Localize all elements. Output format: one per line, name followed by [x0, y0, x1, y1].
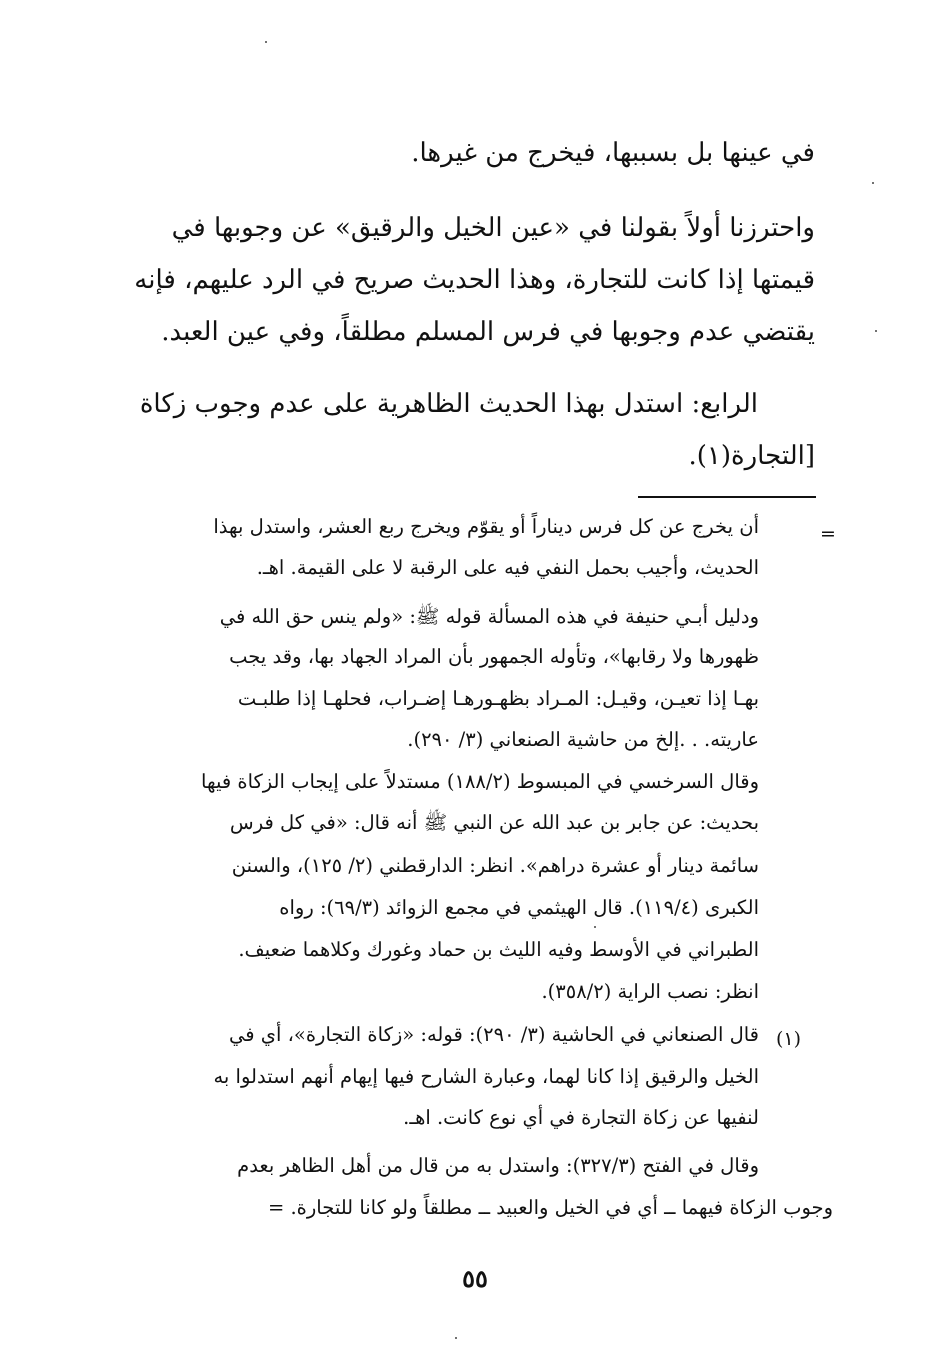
footnote-line: أن يخرج عن كل فرس ديناراً أو يقوّم ويخرج ربع العشر، واستدل بهذا — [213, 515, 759, 538]
main-text-line: يقتضي عدم وجوبها في فرس المسلم مطلقاً، وفي عين العبد. — [161, 317, 815, 347]
main-text-line: الرابع: استدل بهذا الحديث الظاهرية على عدم وجوب زكاة — [139, 389, 758, 419]
scan-speck — [594, 926, 596, 928]
footnote-1-line: الخيل والرقيق إذا كانا لهما، وعبارة الشارح فيها إيهام أنهم استدلوا به — [213, 1065, 759, 1088]
main-text-line: قيمتها إذا كانت للتجارة، وهذا الحديث صريح في الرد عليهم، فإنه — [134, 265, 815, 295]
footnote-line: الحديث، وأجيب بحمل النفي فيه على الرقبة لا على القيمة. اهـ. — [256, 556, 759, 579]
footnote-1-line: لنفيها عن زكاة التجارة في أي نوع كانت. اهـ. — [403, 1106, 759, 1129]
footnote-continuation-marker: = — [820, 523, 836, 545]
footnote-1-line: وجوب الزكاة فيهما ــ أي في الخيل والعبيد ــ مطلقاً ولو كانا للتجارة. = — [267, 1196, 833, 1219]
footnote-line: عاريته. . .إلخ من حاشية الصنعاني (٣/ ٢٩٠). — [407, 728, 759, 751]
main-text-line: [التجارة(١). — [688, 441, 815, 471]
footnote-line: بهـا إذا تعيـن، وقيـل: المـراد بظهـورهـا إضـراب، فحلهـا إذا طلبـت — [237, 687, 759, 710]
footnote-number-1: (١) — [776, 1028, 802, 1050]
page-number: ٥٥ — [462, 1264, 488, 1293]
footnote-line: ودليل أبـي حنيفة في هذه المسألة قوله ﷺ: «ولم ينس حق الله في — [219, 605, 759, 628]
footnote-line: ظهورها ولا رقابها»، وتأوله الجمهور بأن المراد الجهاد بها، وقد يجب — [229, 645, 759, 668]
footnote-1-line: وقال في الفتح (٣٢٧/٣): واستدل به من قال من أهل الظاهر بعدم — [237, 1154, 759, 1177]
scan-speck — [455, 1337, 457, 1339]
footnote-line: الكبرى (١١٩/٤). قال الهيثمي في مجمع الزوائد (٦٩/٣): رواه — [279, 896, 759, 919]
scan-speck — [265, 41, 267, 43]
footnote-line: سائمة دينار أو عشرة دراهم». انظر: الدارقطني (٢/ ١٢٥)، والسنن — [231, 854, 759, 877]
footnote-line: الطبراني في الأوسط وفيه الليث بن حماد وغورك وكلاهما ضعيف. — [238, 938, 759, 961]
scan-speck — [875, 330, 877, 332]
main-text-line: واحترزنا أولاً بقولنا في «عين الخيل والرقيق» عن وجوبها في — [171, 213, 815, 243]
scan-speck — [872, 182, 874, 184]
footnote-divider — [638, 496, 816, 498]
footnote-1-line: قال الصنعاني في الحاشية (٣/ ٢٩٠): قوله: «زكاة التجارة»، أي في — [228, 1023, 759, 1046]
footnote-line: انظر: نصب الراية (٣٥٨/٢). — [541, 980, 759, 1003]
main-text-line: في عينها بل بسببها، فيخرج من غيرها. — [411, 138, 815, 168]
footnote-line: بحديث: عن جابر بن عبد الله عن النبي ﷺ أنه قال: «في كل فرس — [229, 811, 759, 834]
footnote-line: وقال السرخسي في المبسوط (١٨٨/٢) مستدلاً على إيجاب الزكاة فيها — [201, 770, 759, 793]
